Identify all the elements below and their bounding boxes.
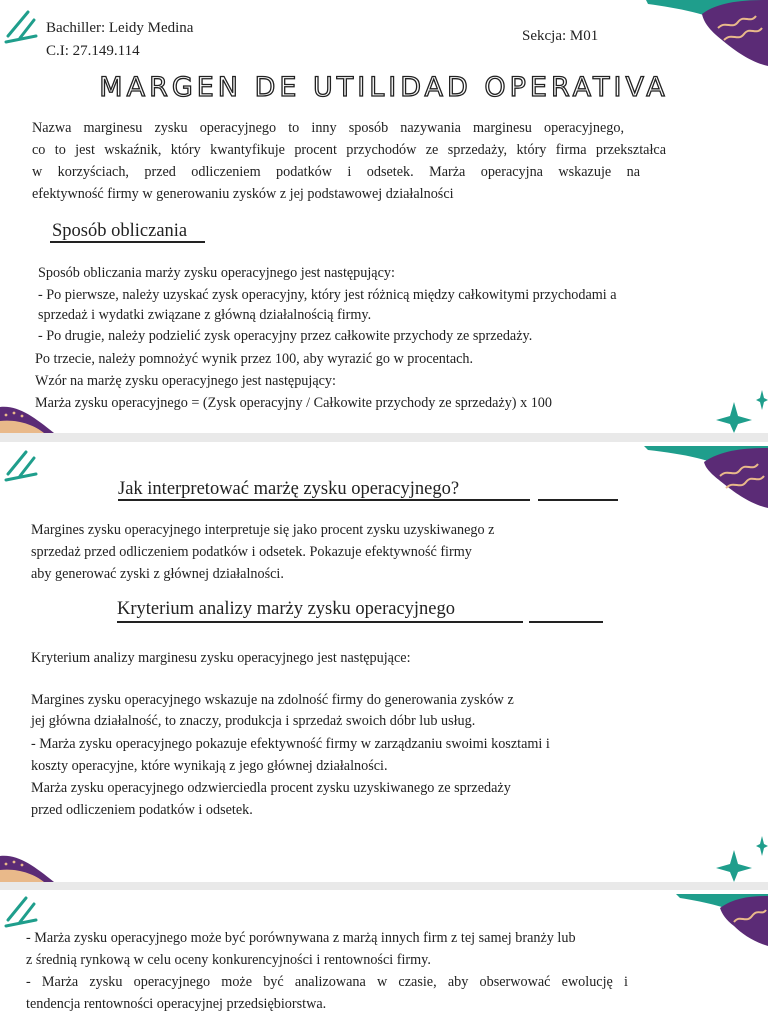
formula-line: Marża zysku operacyjnego = (Zysk operacyjny / Całkowite przychody ze sprzedaży) x 100 xyxy=(35,395,552,411)
corner-shape-decoration xyxy=(0,403,60,433)
corner-shape-decoration xyxy=(0,852,60,882)
body-line: Margines zysku operacyjnego interpretuje się jako procent zysku uzyskiwanego z xyxy=(31,522,495,538)
heading-underline xyxy=(538,499,618,501)
body-line: - Marża zysku operacyjnego może być analizowana w czasie, aby obserwować ewolucję i xyxy=(26,974,628,990)
body-line: - Marża zysku operacyjnego pokazuje efektywność firmy w zarządzaniu swoimi kosztami i xyxy=(31,736,550,752)
body-line: Sposób obliczania marży zysku operacyjnego jest następujący: xyxy=(38,265,395,281)
body-line: koszty operacyjne, które wynikają z jego głównej działalności. xyxy=(31,758,388,774)
section-heading: Jak interpretować marżę zysku operacyjnego? xyxy=(118,479,460,499)
intro-line: efektywność firmy w generowaniu zysków z jej podstawowej działalności xyxy=(32,186,454,202)
body-line: jej główna działalność, to znaczy, produkcja i sprzedaż swoich dóbr lub usług. xyxy=(31,713,476,729)
page-1 xyxy=(0,0,768,433)
body-line: Kryterium analizy marginesu zysku operacyjnego jest następujące: xyxy=(31,650,411,666)
page-3 xyxy=(0,890,768,1024)
page-gap xyxy=(0,433,768,442)
page-gap xyxy=(0,882,768,890)
heading-underline xyxy=(117,621,523,623)
body-line: przed odliczeniem podatków i odsetek. xyxy=(31,802,253,818)
body-line: - Po pierwsze, należy uzyskać zysk operacyjny, który jest różnicą między całkowitymi przychodami a xyxy=(38,287,617,303)
section-heading: Sposób obliczania xyxy=(52,221,188,241)
body-line: tendencja rentowności operacyjnej przedsiębiorstwa. xyxy=(26,996,327,1012)
corner-blob-decoration xyxy=(676,894,768,948)
intro-line: co to jest wskaźnik, który kwantyfikuje procent przychodów ze sprzedaży, który firma przekształca xyxy=(32,142,666,158)
sparkle-lines-decoration xyxy=(2,448,42,488)
section-heading: Kryterium analizy marży zysku operacyjnego xyxy=(117,599,456,619)
id-line: C.I: 27.149.114 xyxy=(46,43,140,59)
body-line: Margines zysku operacyjnego wskazuje na zdolność firmy do generowania zysków z xyxy=(31,692,514,708)
author-line: Bachiller: Leidy Medina xyxy=(46,20,194,36)
body-line: aby generować zyski z głównej działalności. xyxy=(31,566,284,582)
sparkle-decoration xyxy=(712,388,768,433)
section-code: Sekcja: M01 xyxy=(522,28,599,44)
intro-line: Nazwa marginesu zysku operacyjnego to inny sposób nazywania marginesu operacyjnego, xyxy=(32,120,624,136)
body-line: - Marża zysku operacyjnego może być porównywana z marżą innych firm z tej samej branży lub xyxy=(26,930,576,946)
intro-line: w korzyściach, przed odliczeniem podatków i odsetek. Marża operacyjna wskazuje na xyxy=(32,164,640,180)
body-line: Po trzecie, należy pomnożyć wynik przez 100, aby wyrazić go w procentach. xyxy=(35,351,474,367)
corner-blob-decoration xyxy=(644,446,768,510)
heading-underline xyxy=(118,499,530,501)
body-line: sprzedaż i wydatki związane z główną działalnością firmy. xyxy=(38,307,372,323)
heading-underline xyxy=(50,241,205,243)
page-2 xyxy=(0,442,768,882)
sparkle-lines-decoration xyxy=(2,6,42,50)
body-line: Wzór na marżę zysku operacyjnego jest następujący: xyxy=(35,373,336,389)
page-title: MARGEN DE UTILIDAD OPERATIVA xyxy=(99,72,669,103)
body-line: Marża zysku operacyjnego odzwierciedla procent zysku uzyskiwanego ze sprzedaży xyxy=(31,780,511,796)
heading-underline xyxy=(529,621,603,623)
body-line: sprzedaż przed odliczeniem podatków i odsetek. Pokazuje efektywność firmy xyxy=(31,544,472,560)
sparkle-decoration xyxy=(712,834,768,882)
corner-blob-decoration xyxy=(638,0,768,70)
body-line: z średnią rynkową w celu oceny konkurencyjności i rentowności firmy. xyxy=(26,952,431,968)
body-line: - Po drugie, należy podzielić zysk operacyjny przez całkowite przychody ze sprzedaży. xyxy=(38,328,533,344)
